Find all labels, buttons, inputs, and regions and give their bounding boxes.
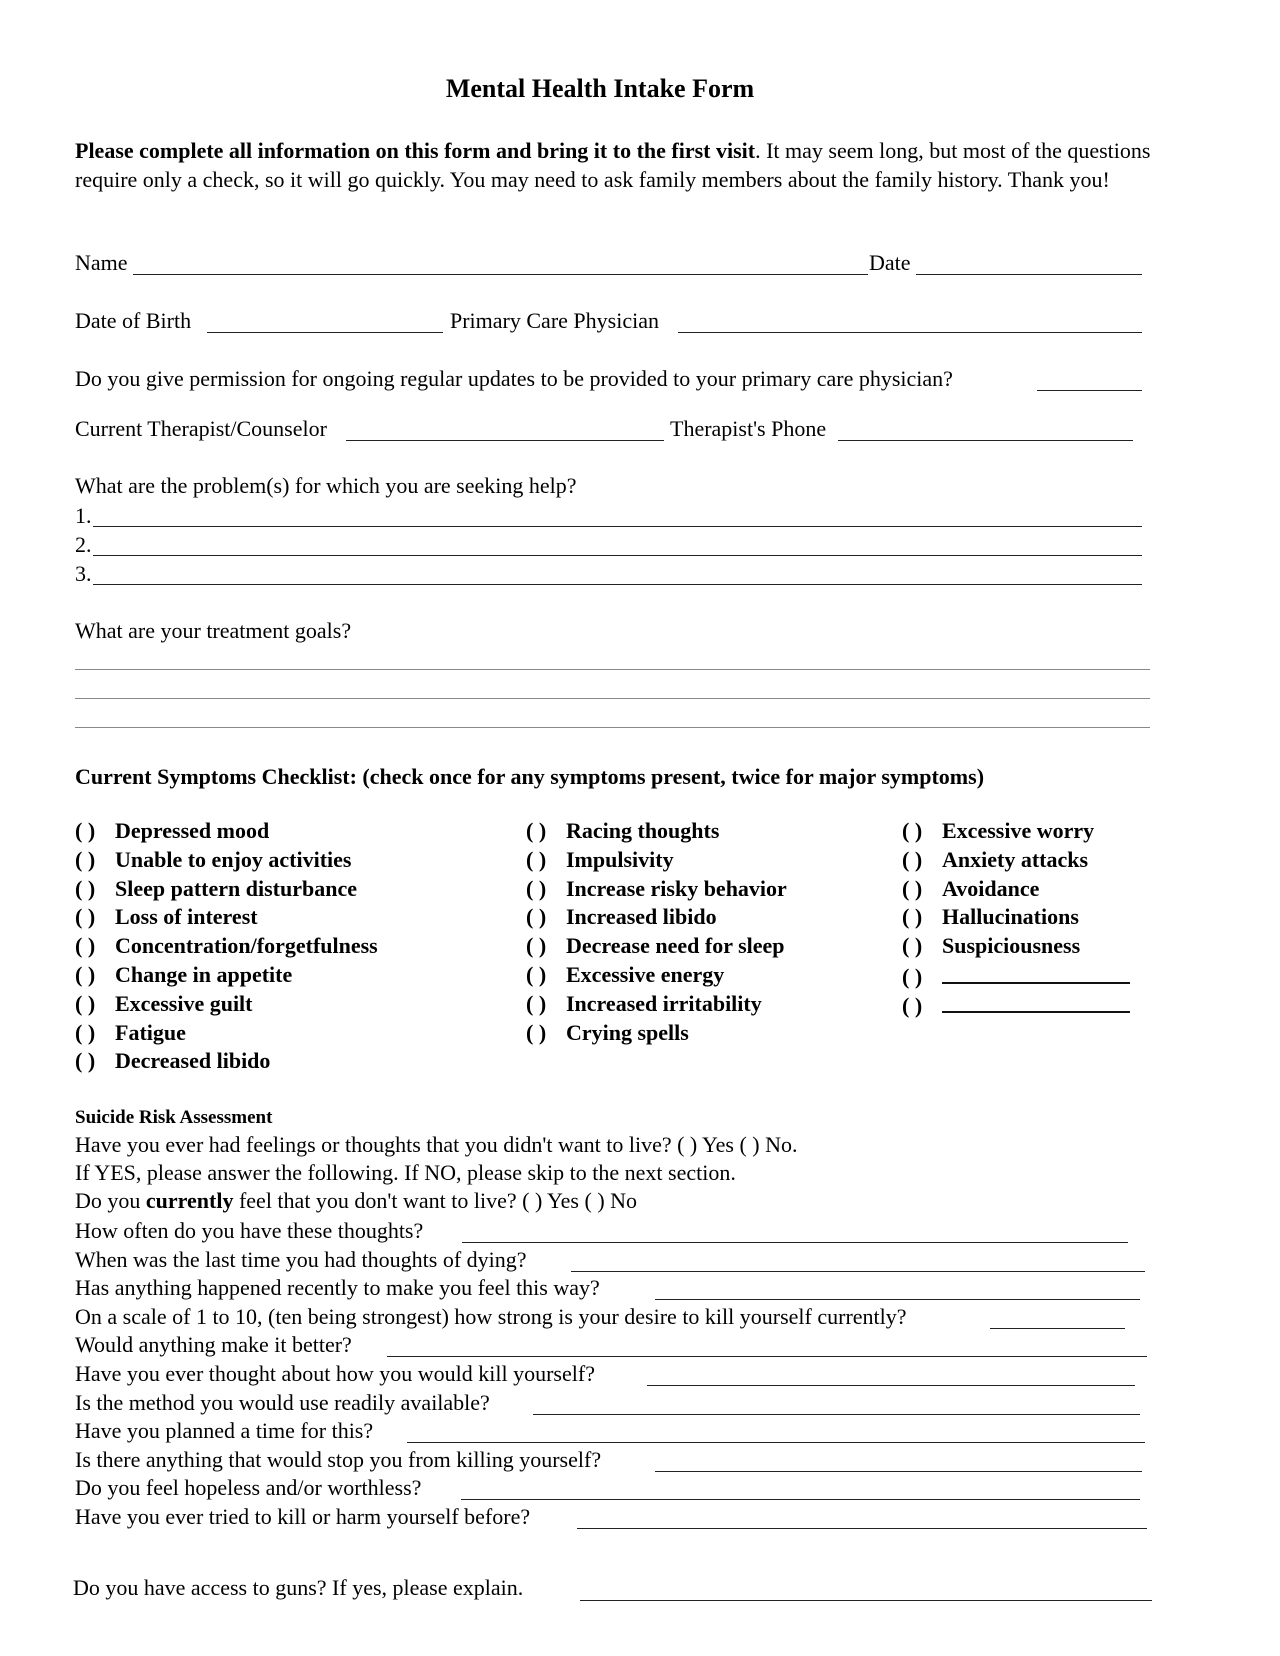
suicide-q1 bbox=[75, 1134, 798, 1156]
suicide-q2-yes-option[interactable]: ( ) Yes bbox=[522, 1188, 579, 1213]
problem-field-3[interactable] bbox=[93, 584, 1142, 585]
symptom-checkbox[interactable]: ( ) bbox=[526, 846, 547, 872]
suicide-question-label: Has anything happened recently to make you feel this way? bbox=[75, 1275, 600, 1301]
problem-number-2: 2. bbox=[75, 532, 92, 557]
symptom-label: Anxiety attacks bbox=[942, 846, 1089, 872]
symptom-checkbox[interactable]: ( ) bbox=[75, 1048, 96, 1074]
suicide-q2 bbox=[75, 1190, 637, 1212]
symptom-label: Hallucinations bbox=[942, 904, 1079, 930]
symptom-checkbox[interactable]: ( ) bbox=[902, 964, 923, 989]
suicide-instruction: If YES, please answer the following. If NO, please skip to the next section. bbox=[75, 1160, 736, 1185]
suicide-question-label: How often do you have these thoughts? bbox=[75, 1218, 424, 1243]
problem-number-1: 1. bbox=[75, 503, 92, 528]
date-field[interactable] bbox=[916, 274, 1142, 275]
symptom-checkbox[interactable]: ( ) bbox=[526, 933, 547, 959]
symptom-item bbox=[902, 875, 1040, 901]
symptom-item bbox=[902, 993, 1130, 1017]
suicide-q1-no-option[interactable]: ( ) No. bbox=[739, 1132, 798, 1157]
symptom-item bbox=[75, 1019, 186, 1045]
form-title: Mental Health Intake Form bbox=[445, 74, 755, 103]
symptom-checkbox[interactable]: ( ) bbox=[526, 990, 547, 1016]
symptom-label: Decreased libido bbox=[115, 1048, 271, 1074]
symptom-checkbox[interactable]: ( ) bbox=[75, 1019, 96, 1045]
symptom-item bbox=[526, 935, 785, 957]
suicide-answer-field[interactable] bbox=[655, 1471, 1142, 1472]
suicide-question-label: When was the last time you had thoughts of dying? bbox=[75, 1246, 527, 1272]
symptom-checkbox[interactable]: ( ) bbox=[526, 962, 547, 987]
symptom-item bbox=[902, 935, 1080, 957]
symptom-checkbox[interactable]: ( ) bbox=[75, 818, 96, 843]
suicide-answer-field[interactable] bbox=[387, 1356, 1147, 1357]
suicide-question-label: Is there anything that would stop you from killing yourself? bbox=[75, 1446, 602, 1472]
suicide-q1-text: Have you ever had feelings or thoughts that you didn't want to live? bbox=[75, 1132, 672, 1157]
suicide-answer-field[interactable] bbox=[655, 1299, 1140, 1300]
name-field[interactable] bbox=[133, 274, 868, 275]
suicide-answer-field[interactable] bbox=[462, 1242, 1128, 1243]
symptom-item bbox=[75, 906, 258, 928]
symptom-label: Fatigue bbox=[115, 1019, 186, 1045]
symptom-label: Unable to enjoy activities bbox=[115, 846, 352, 872]
suicide-question-label: Do you feel hopeless and/or worthless? bbox=[75, 1475, 422, 1501]
symptom-label: Increased libido bbox=[566, 904, 717, 930]
suicide-answer-field[interactable] bbox=[571, 1271, 1145, 1272]
intro-rest: . It may seem long, but most of the questions require only a check, so it will go quickly. You may need to ask family members about the family history. Thank you! bbox=[75, 138, 1151, 192]
suicide-answer-field[interactable] bbox=[647, 1385, 1135, 1386]
suicide-q2-post: feel that you don't want to live? bbox=[233, 1188, 517, 1213]
symptom-label: Increased irritability bbox=[566, 990, 762, 1016]
suicide-q2-pre: Do you bbox=[75, 1188, 146, 1213]
dob-label: Date of Birth bbox=[75, 308, 192, 333]
symptom-checkbox[interactable]: ( ) bbox=[902, 992, 923, 1018]
guns-question: Do you have access to guns? If yes, please explain. bbox=[73, 1575, 524, 1600]
problem-number-3: 3. bbox=[75, 561, 92, 586]
symptom-label: Excessive worry bbox=[942, 818, 1095, 843]
symptom-checkbox[interactable]: ( ) bbox=[526, 818, 547, 843]
symptom-label: Avoidance bbox=[942, 875, 1040, 901]
symptom-label: Decrease need for sleep bbox=[566, 933, 785, 959]
symptom-item bbox=[75, 1050, 270, 1072]
symptom-item bbox=[75, 935, 378, 957]
symptom-label: Concentration/forgetfulness bbox=[115, 933, 378, 959]
suicide-q1-yes-option[interactable]: ( ) Yes bbox=[677, 1132, 734, 1157]
symptom-item bbox=[526, 990, 762, 1016]
symptom-item bbox=[75, 820, 269, 842]
symptom-item bbox=[902, 846, 1089, 872]
symptom-checkbox[interactable]: ( ) bbox=[75, 875, 96, 901]
suicide-q2-no-option[interactable]: ( ) No bbox=[584, 1188, 638, 1213]
intro-paragraph bbox=[75, 136, 1155, 194]
symptom-label: Excessive energy bbox=[566, 962, 725, 987]
symptom-label: Excessive guilt bbox=[115, 990, 253, 1016]
symptom-checkbox[interactable]: ( ) bbox=[902, 875, 923, 901]
goals-field-3[interactable] bbox=[75, 727, 1150, 728]
symptom-label: Loss of interest bbox=[115, 904, 258, 930]
date-label: Date bbox=[869, 250, 911, 275]
symptom-checkbox[interactable]: ( ) bbox=[75, 962, 96, 987]
symptom-item bbox=[75, 964, 292, 986]
problem-field-2[interactable] bbox=[93, 555, 1142, 556]
symptom-other-field[interactable] bbox=[942, 964, 1130, 984]
suicide-answer-field[interactable] bbox=[577, 1528, 1147, 1529]
symptom-item bbox=[75, 875, 357, 901]
goals-field-2[interactable] bbox=[75, 698, 1150, 699]
symptom-checkbox[interactable]: ( ) bbox=[902, 818, 923, 843]
pcp-field[interactable] bbox=[678, 332, 1142, 333]
intro-bold: Please complete all information on this form and bring it to the first visit bbox=[75, 138, 756, 163]
symptom-item bbox=[526, 875, 787, 901]
goals-field-1[interactable] bbox=[75, 669, 1150, 670]
symptoms-heading: Current Symptoms Checklist: (check once for any symptoms present, twice for major symptoms) bbox=[75, 764, 985, 789]
symptom-checkbox[interactable]: ( ) bbox=[75, 904, 96, 930]
therapist-field[interactable] bbox=[346, 440, 664, 441]
symptom-item bbox=[526, 964, 724, 986]
symptom-checkbox[interactable]: ( ) bbox=[526, 904, 547, 930]
suicide-answer-field[interactable] bbox=[990, 1328, 1125, 1329]
therapist-phone-field[interactable] bbox=[838, 440, 1133, 441]
dob-field[interactable] bbox=[207, 332, 443, 333]
therapist-label: Current Therapist/Counselor bbox=[75, 416, 327, 441]
goals-question: What are your treatment goals? bbox=[75, 618, 352, 643]
problem-field-1[interactable] bbox=[93, 526, 1142, 527]
symptom-item bbox=[75, 990, 253, 1016]
symptom-label: Suspiciousness bbox=[942, 933, 1081, 959]
permission-field[interactable] bbox=[1037, 390, 1142, 391]
symptom-label: Depressed mood bbox=[115, 818, 270, 843]
guns-field[interactable] bbox=[580, 1600, 1152, 1601]
symptom-checkbox[interactable]: ( ) bbox=[902, 933, 923, 959]
suicide-heading: Suicide Risk Assessment bbox=[75, 1107, 273, 1128]
symptom-label: Sleep pattern disturbance bbox=[115, 875, 357, 901]
suicide-answer-field[interactable] bbox=[461, 1499, 1140, 1500]
symptom-item bbox=[902, 906, 1079, 928]
symptom-label: Crying spells bbox=[566, 1019, 689, 1045]
suicide-answer-field[interactable] bbox=[407, 1442, 1145, 1443]
symptom-item bbox=[526, 1019, 689, 1045]
symptom-checkbox[interactable]: ( ) bbox=[526, 875, 547, 901]
suicide-question-label: On a scale of 1 to 10, (ten being strongest) how strong is your desire to kill yourself currently? bbox=[75, 1303, 907, 1329]
symptom-checkbox[interactable]: ( ) bbox=[75, 933, 96, 959]
symptom-label: Impulsivity bbox=[566, 846, 674, 872]
pcp-label: Primary Care Physician bbox=[450, 308, 659, 333]
symptom-item bbox=[526, 846, 674, 872]
symptom-label: Increase risky behavior bbox=[566, 875, 787, 901]
symptom-checkbox[interactable]: ( ) bbox=[902, 904, 923, 930]
symptom-label: Racing thoughts bbox=[566, 818, 720, 843]
symptom-checkbox[interactable]: ( ) bbox=[75, 846, 96, 872]
suicide-question-label: Have you ever tried to kill or harm yourself before? bbox=[75, 1504, 531, 1529]
symptom-other-field[interactable] bbox=[942, 993, 1130, 1013]
problems-question: What are the problem(s) for which you are seeking help? bbox=[75, 473, 577, 498]
suicide-question-label: Is the method you would use readily available? bbox=[75, 1389, 490, 1415]
symptom-item bbox=[526, 906, 717, 928]
suicide-question-label: Would anything make it better? bbox=[75, 1332, 352, 1358]
name-label: Name bbox=[75, 250, 128, 275]
suicide-answer-field[interactable] bbox=[533, 1414, 1140, 1415]
symptom-item bbox=[902, 964, 1130, 988]
symptom-label: Change in appetite bbox=[115, 962, 293, 987]
therapist-phone-label: Therapist's Phone bbox=[670, 416, 827, 441]
symptom-checkbox[interactable]: ( ) bbox=[902, 846, 923, 872]
symptom-checkbox[interactable]: ( ) bbox=[526, 1019, 547, 1045]
suicide-q2-emphasis: currently bbox=[145, 1188, 234, 1213]
symptom-item bbox=[902, 820, 1094, 842]
symptom-checkbox[interactable]: ( ) bbox=[75, 990, 96, 1016]
permission-label: Do you give permission for ongoing regular updates to be provided to your primary care physician? bbox=[75, 366, 953, 391]
symptom-item bbox=[75, 846, 352, 872]
symptom-item bbox=[526, 820, 719, 842]
suicide-question-label: Have you planned a time for this? bbox=[75, 1418, 374, 1444]
suicide-question-label: Have you ever thought about how you would kill yourself? bbox=[75, 1361, 595, 1386]
